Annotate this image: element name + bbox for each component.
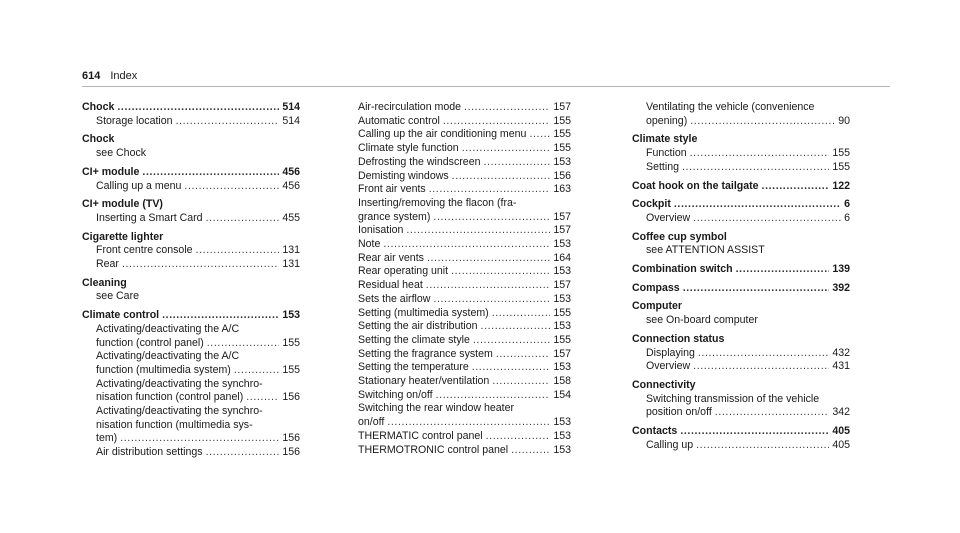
subentry-line: Activating/deactivating the A/C [96,350,240,363]
subentry-text: Rear operating unit [358,265,449,278]
entry-title: Climate control [82,309,160,322]
entry-page: 155 [282,336,300,349]
entry-page: 158 [553,375,571,388]
subentry-text: on/off [358,416,385,429]
subentry-text: nisation function (control panel) [96,391,244,404]
index-subentry [358,279,571,293]
index-subentry [632,439,850,453]
index-entry-ci-module [82,166,300,180]
entry-page: 6 [844,198,850,211]
subentry-text: THERMATIC control panel [358,429,483,442]
index-subentry [358,389,571,403]
entry-page: 155 [553,128,571,141]
index-subentry [358,211,571,225]
index-entry-ci-module-tv [82,198,300,212]
page-number: 614 [82,70,101,82]
entry-title: Cleaning [82,276,127,289]
entry-title: CI+ module [82,165,140,178]
header-divider [82,86,890,87]
entry-page: 456 [282,179,300,192]
index-subentry [632,212,850,226]
subentry-text: Setting the air distribution [358,320,478,333]
cross-reference [632,314,850,328]
index-subentry [358,416,571,430]
index-entry-cigarette-lighter [82,231,300,245]
entry-title: CI+ module (TV) [82,198,163,211]
subentry-text: Setting [646,160,679,173]
entry-page: 432 [832,346,850,359]
subentry-text: function (multimedia system) [96,363,231,376]
index-entry-cleaning [82,277,300,291]
cross-reference [632,244,850,258]
entry-page: 157 [553,279,571,292]
subentry-text: Defrosting the windscreen [358,155,481,168]
subentry-text: Ionisation [358,224,404,237]
subentry-text: Sets the airflow [358,292,431,305]
entry-page: 154 [553,388,571,401]
index-subentry [82,432,300,446]
index-subentry [358,361,571,375]
see-also-text: see Care [96,290,139,303]
index-subentry [632,406,850,420]
entry-page: 153 [553,320,571,333]
subentry-text: Rear [96,258,119,271]
entry-page: 392 [832,281,850,294]
subentry-line: Activating/deactivating the A/C [96,322,240,335]
index-entry-combination-switch [632,263,850,277]
entry-title: Contacts [632,425,678,438]
entry-page: 153 [553,429,571,442]
see-also-text: see ATTENTION ASSIST [646,244,765,257]
section-title: Index [110,70,138,82]
entry-page: 155 [553,333,571,346]
index-subentry [358,115,571,129]
subentry-line: Switching the rear window heater [358,402,515,415]
entry-page: 153 [553,443,571,456]
index-subentry [82,115,300,129]
index-subentry [82,258,300,272]
index-column-1 [82,101,300,460]
subentry-text: Setting the fragrance system [358,347,493,360]
entry-page: 155 [282,363,300,376]
subentry-text: Automatic control [358,114,440,127]
entry-page: 455 [282,211,300,224]
entry-page: 153 [553,361,571,374]
entry-page: 155 [832,147,850,160]
subentry-text: Calling up [646,438,694,451]
subentry-text: Storage location [96,114,173,127]
subentry-line: Activating/deactivating the synchro- [96,405,263,418]
index-subentry [358,444,571,458]
entry-title: Coffee cup symbol [632,230,727,243]
entry-page: 155 [553,142,571,155]
index-subentry [358,224,571,238]
subentry-text: Climate style function [358,142,459,155]
entry-title: Climate style [632,133,698,146]
entry-page: 153 [553,265,571,278]
subentry-text: tem) [96,432,118,445]
entry-page: 431 [832,360,850,373]
entry-page: 157 [553,224,571,237]
subentry-text: THERMOTRONIC control panel [358,443,509,456]
index-subentry [358,183,571,197]
subentry-text: Front centre console [96,244,193,257]
subentry-text: Switching on/off [358,388,433,401]
subentry-line: Ventilating the vehicle (convenience [646,101,815,113]
index-subentry [632,360,850,374]
entry-page: 157 [553,210,571,223]
subentry-line: Activating/deactivating the synchro- [96,377,263,390]
index-entry-chock [82,101,300,115]
see-also-text: see Chock [96,147,147,160]
entry-page: 153 [282,309,300,322]
index-column-3 [632,101,850,452]
entry-page: 122 [832,179,850,192]
entry-page: 405 [832,438,850,451]
subentry-text: Overview [646,360,691,373]
entry-title: Chock [82,101,115,113]
index-subentry [358,142,571,156]
entry-page: 153 [553,238,571,251]
index-entry-climate-control [82,309,300,323]
entry-page: 157 [553,347,571,360]
cross-reference [82,290,300,304]
index-subentry [358,265,571,279]
index-subentry [632,115,850,129]
subentry-text: Demisting windows [358,169,449,182]
index-entry-climate-style [632,133,850,147]
entry-page: 153 [553,155,571,168]
subentry-line: Inserting/removing the flacon (fra- [358,196,517,209]
subentry-text: Calling up the air conditioning menu [358,128,527,141]
index-subentry [358,101,571,115]
index-entry-contacts [632,425,850,439]
entry-page: 157 [553,101,571,113]
subentry-text: Stationary heater/ventilation [358,375,490,388]
index-entry-cockpit [632,198,850,212]
entry-page: 139 [832,263,850,276]
entry-page: 156 [282,391,300,404]
subentry-text: grance system) [358,210,431,223]
entry-page: 514 [282,101,300,113]
subentry-text: Air distribution settings [96,446,203,459]
cross-reference [82,147,300,161]
entry-page: 131 [282,244,300,257]
index-subentry [358,293,571,307]
entry-page: 156 [282,446,300,459]
subentry-text: Air-recirculation mode [358,101,462,113]
subentry-text: Setting the climate style [358,333,470,346]
entry-title: Connectivity [632,378,696,391]
entry-title: Connection status [632,332,725,345]
index-subentry [358,430,571,444]
index-entry-connection-status [632,333,850,347]
index-entry-compass [632,282,850,296]
index-subentry [82,244,300,258]
entry-page: 405 [832,425,850,438]
subentry-text: Overview [646,211,691,224]
entry-title: Cigarette lighter [82,230,164,243]
subentry-text: Residual heat [358,279,423,292]
index-subentry [82,212,300,226]
see-also-text: see On-board computer [646,314,758,327]
index-subentry [358,156,571,170]
subentry-text: Rear air vents [358,251,424,264]
index-subentry [632,147,850,161]
entry-title: Computer [632,300,683,313]
entry-title: Chock [82,133,115,146]
entry-page: 155 [832,160,850,173]
index-entry-connectivity [632,379,850,393]
subentry-text: Inserting a Smart Card [96,211,203,224]
subentry-text: Function [646,147,687,160]
page-header [82,70,137,82]
entry-page: 131 [282,258,300,271]
index-subentry [358,307,571,321]
subentry-text: opening) [646,114,688,127]
entry-page: 153 [553,416,571,429]
subentry-text: position on/off [646,406,712,419]
entry-page: 164 [553,251,571,264]
index-subentry [358,334,571,348]
entry-title: Cockpit [632,198,671,211]
subentry-line: Switching transmission of the vehicle [646,392,820,405]
entry-page: 456 [282,165,300,178]
entry-page: 163 [553,183,571,196]
index-entry-chock-2 [82,133,300,147]
entry-page: 90 [838,114,850,127]
entry-page: 156 [282,432,300,445]
entry-page: 156 [553,169,571,182]
index-subentry [82,364,300,378]
index-subentry [82,337,300,351]
index-subentry [358,128,571,142]
index-subentry [358,348,571,362]
subentry-text: Calling up a menu [96,179,182,192]
entry-page: 514 [282,114,300,127]
index-entry-coffee-cup [632,231,850,245]
index-subentry [632,161,850,175]
entry-page: 6 [844,211,850,224]
index-subentry [82,391,300,405]
entry-page: 155 [553,306,571,319]
index-column-2 [358,101,571,457]
index-subentry [358,170,571,184]
index-subentry [82,446,300,460]
subentry-text: Front air vents [358,183,426,196]
entry-title: Combination switch [632,263,733,276]
subentry-text: Displaying [646,346,695,359]
subentry-text: Setting the temperature [358,361,469,374]
index-entry-computer [632,300,850,314]
index-subentry [82,180,300,194]
entry-page: 153 [553,292,571,305]
subentry-text: Note [358,238,381,251]
index-subentry [358,375,571,389]
subentry-text: function (control panel) [96,336,204,349]
index-subentry [358,320,571,334]
entry-page: 342 [832,406,850,419]
subentry-text: Setting (multimedia system) [358,306,489,319]
entry-page: 155 [553,114,571,127]
subentry-line: nisation function (multimedia sys- [96,418,253,431]
index-subentry [358,238,571,252]
index-subentry [358,252,571,266]
entry-title: Coat hook on the tailgate [632,179,759,192]
index-subentry [632,347,850,361]
index-entry-coat-hook [632,180,850,194]
entry-title: Compass [632,281,680,294]
